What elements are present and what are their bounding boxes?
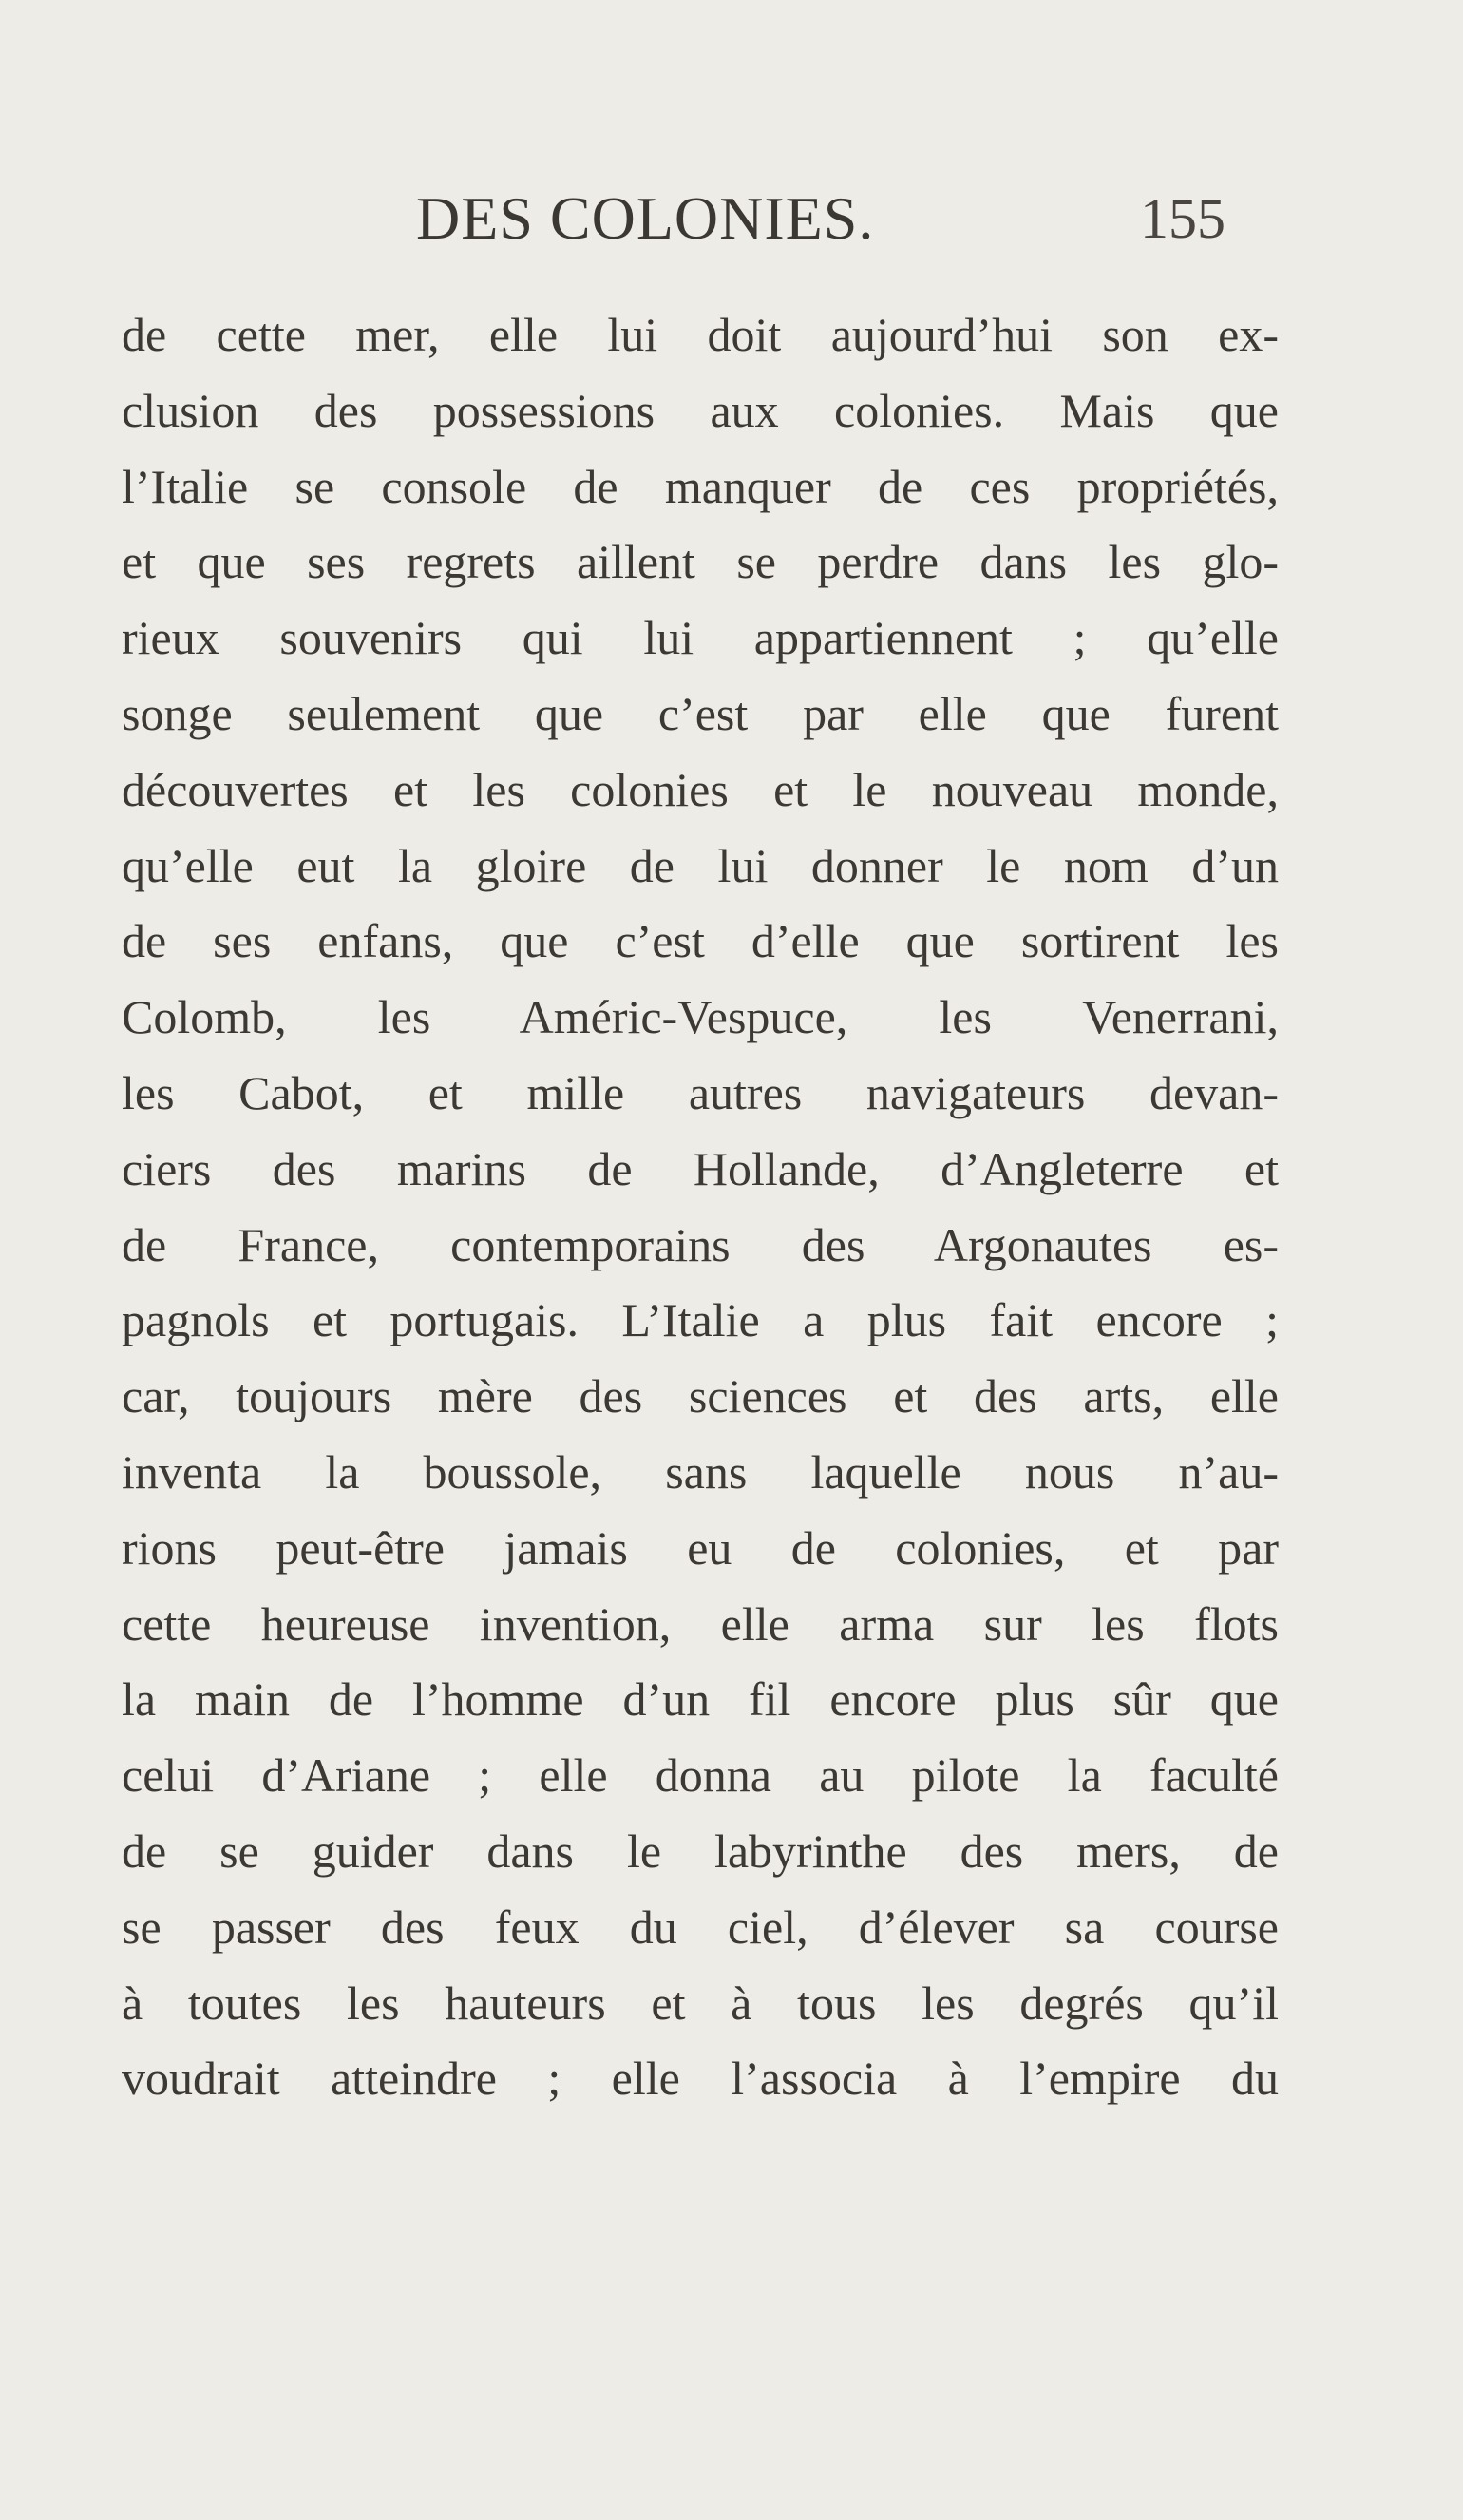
text-line: rions peut-être jamais eu de colonies, et par xyxy=(122,1520,1279,1575)
text-line: inventa la boussole, sans laquelle nous n’au- xyxy=(122,1444,1279,1499)
text-line: car, toujours mère des sciences et des arts, elle xyxy=(122,1369,1279,1423)
text-line: de France, contemporains des Argonautes es- xyxy=(122,1217,1279,1271)
text-line: songe seulement que c’est par elle que furent xyxy=(122,686,1279,740)
text-line: les Cabot, et mille autres navigateurs devan- xyxy=(122,1065,1279,1119)
text-line: rieux souvenirs qui lui appartiennent ; qu’elle xyxy=(122,611,1279,665)
text-line: de se guider dans le labyrinthe des mers, de xyxy=(122,1823,1279,1878)
text-line: celui d’Ariane ; elle donna au pilote la faculté xyxy=(122,1748,1279,1803)
text-line: se passer des feux du ciel, d’élever sa course xyxy=(122,1900,1279,1954)
text-line: de ses enfans, que c’est d’elle que sortirent les xyxy=(122,914,1279,968)
text-line: qu’elle eut la gloire de lui donner le nom d’un xyxy=(122,838,1279,892)
text-line: pagnols et portugais. L’Italie a plus fait encore ; xyxy=(122,1293,1279,1347)
page-number: 155 xyxy=(1140,187,1226,250)
text-line: Colomb, les Améric-Vespuce, les Venerrani, xyxy=(122,990,1279,1044)
text-line: clusion des possessions aux colonies. Mais que xyxy=(122,383,1279,437)
text-line: à toutes les hauteurs et à tous les degrés qu’il xyxy=(122,1976,1279,2030)
running-title: DES COLONIES. xyxy=(416,184,875,252)
text-line: cette heureuse invention, elle arma sur les flots xyxy=(122,1596,1279,1651)
text-line: voudrait atteindre ; elle l’associa à l’empire du xyxy=(122,2052,1279,2106)
running-head xyxy=(0,181,1463,257)
text-line: ciers des marins de Hollande, d’Angleterre et xyxy=(122,1141,1279,1195)
body-text xyxy=(122,297,1279,2117)
text-line: découvertes et les colonies et le nouveau monde, xyxy=(122,762,1279,816)
text-line: de cette mer, elle lui doit aujourd’hui son ex- xyxy=(122,308,1279,361)
text-line: la main de l’homme d’un fil encore plus sûr que xyxy=(122,1672,1279,1727)
text-line: l’Italie se console de manquer de ces propriétés, xyxy=(122,459,1279,513)
text-line: et que ses regrets aillent se perdre dans les glo- xyxy=(122,535,1279,589)
